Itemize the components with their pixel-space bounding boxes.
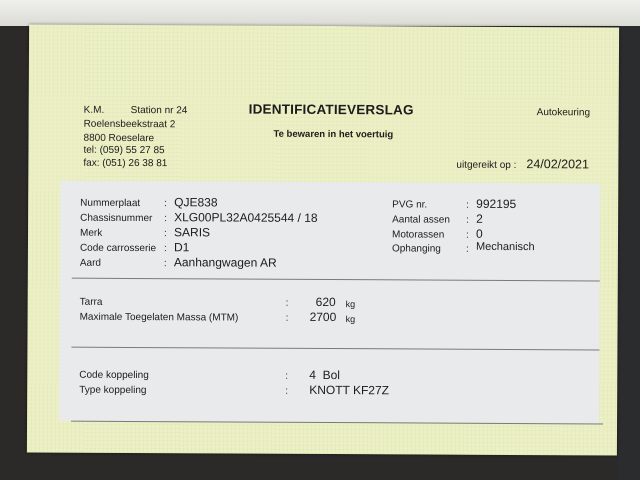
background-top <box>0 0 640 26</box>
tare-unit: kg <box>345 299 356 310</box>
colon: : <box>164 228 167 240</box>
colon: : <box>163 243 167 255</box>
keep-in-vehicle-note: Te bewaren in het voertuig <box>273 128 394 141</box>
pvg-label: PVG nr. <box>392 199 428 211</box>
station-tel: tel: (059) 55 27 85 <box>83 144 165 157</box>
colon: : <box>465 243 469 255</box>
colon: : <box>466 199 469 211</box>
document-category: Autokeuring <box>536 107 591 119</box>
mtm-value: 2700 <box>309 309 337 325</box>
suspension-value: Mechanisch <box>475 240 535 254</box>
pvg-value: 992195 <box>476 196 517 212</box>
coupling-code-value: 4 Bol <box>309 367 341 383</box>
body-code-value: D1 <box>173 240 190 255</box>
issued-date: 24/02/2021 <box>526 157 589 172</box>
identification-document <box>27 24 619 455</box>
station-fax: fax: (051) 26 38 81 <box>83 157 168 170</box>
station-km: K.M. <box>83 104 105 116</box>
colon: : <box>164 213 167 225</box>
station-street: Roelensbeekstraat 2 <box>83 118 176 131</box>
brand-value: SARIS <box>174 225 211 240</box>
station-city: 8800 Roeselare <box>83 132 155 145</box>
mtm-unit: kg <box>345 314 356 325</box>
motor-axles-label: Motorassen <box>391 229 445 241</box>
axles-label: Aantal assen <box>392 214 450 226</box>
tare-value: 620 <box>315 294 336 310</box>
document-title: IDENTIFICATIEVERSLAG <box>248 101 414 118</box>
coupling-type-label: Type koppeling <box>79 384 147 397</box>
colon: : <box>465 229 469 241</box>
background-right <box>618 26 640 480</box>
chassis-value: XLG00PL32A0425544 / 18 <box>174 210 318 225</box>
suspension-label: Ophanging <box>391 243 441 255</box>
axles-value: 2 <box>476 211 483 226</box>
station-number: Station nr 24 <box>130 104 188 117</box>
colon: : <box>285 370 289 382</box>
colon: : <box>164 198 167 210</box>
motor-axles-value: 0 <box>475 226 483 241</box>
colon: : <box>285 312 289 324</box>
colon: : <box>466 214 469 226</box>
colon: : <box>285 385 289 397</box>
body-code-label: Code carrosserie <box>79 242 157 255</box>
issued-label: uitgereikt op : <box>456 159 517 172</box>
coupling-type-value: KNOTT KF27Z <box>309 382 390 398</box>
license-plate-value: QJE838 <box>174 195 218 210</box>
license-plate-label: Nummerplaat <box>80 197 141 210</box>
coupling-code-label: Code koppeling <box>79 369 149 382</box>
mtm-label: Maximale Toegelaten Massa (MTM) <box>79 311 239 324</box>
tare-label: Tarra <box>79 296 103 308</box>
brand-label: Merk <box>80 227 103 239</box>
chassis-label: Chassisnummer <box>80 212 153 225</box>
kind-label: Aard <box>79 257 102 269</box>
colon: : <box>163 258 167 270</box>
kind-value: Aanhangwagen AR <box>173 255 277 270</box>
colon: : <box>285 297 289 309</box>
